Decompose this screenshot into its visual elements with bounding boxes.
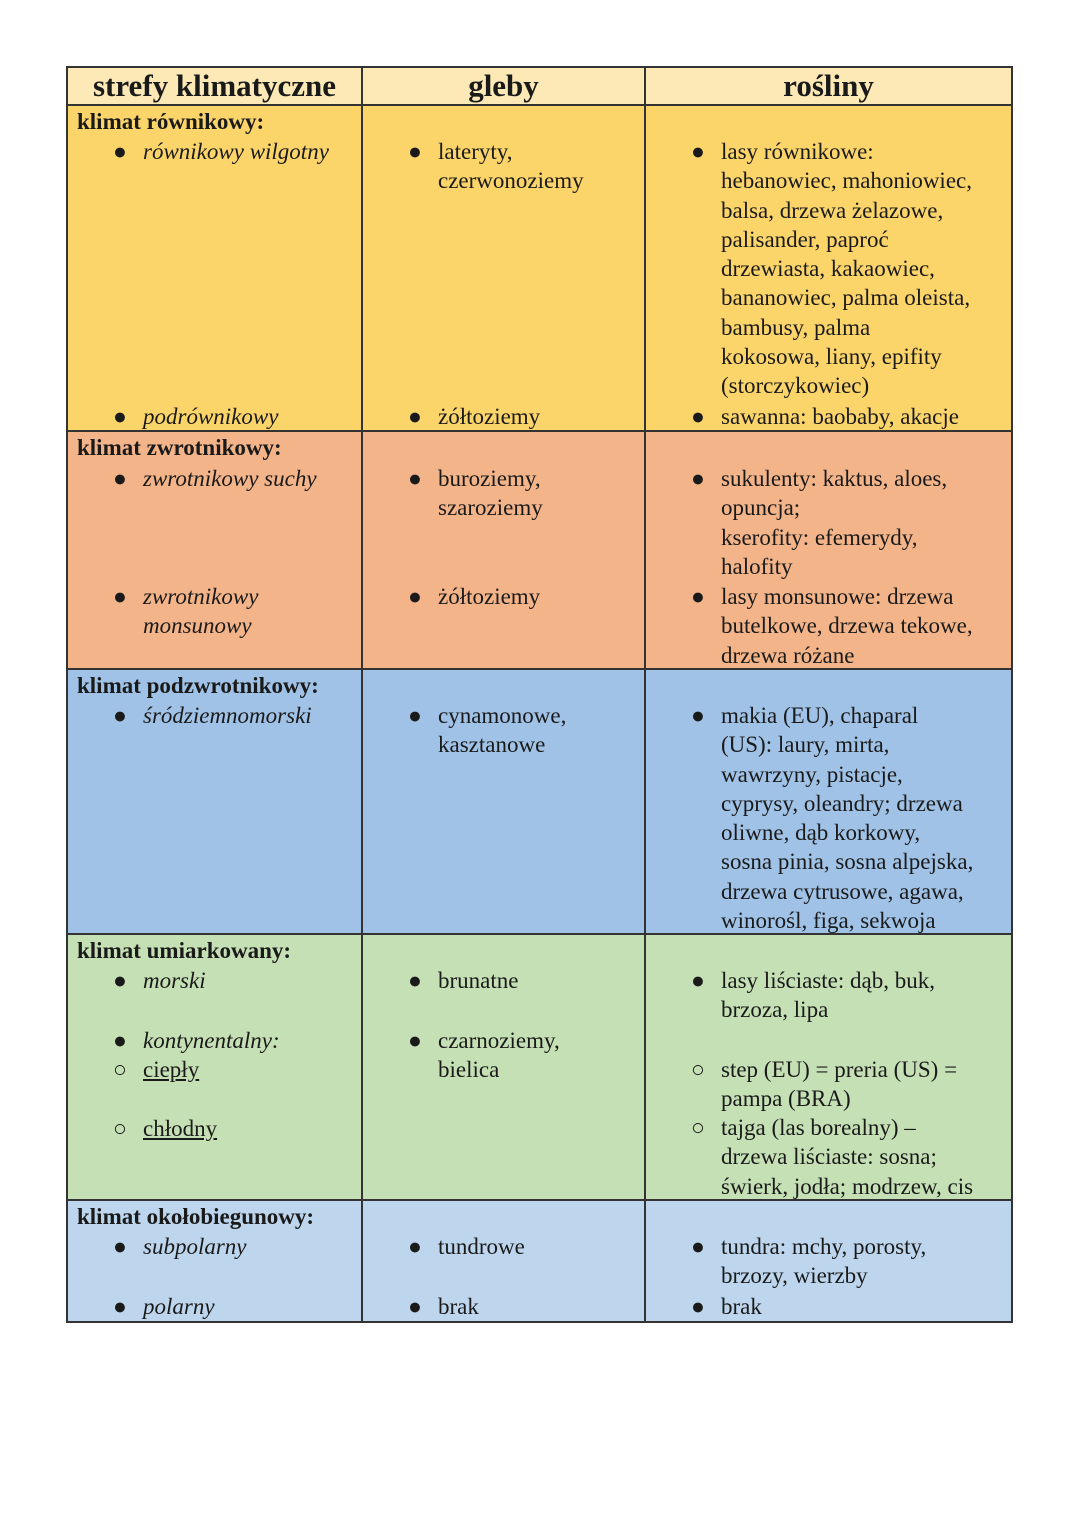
plant-list: step (EU) = preria (US) = pampa (BRA)	[721, 1057, 958, 1112]
header-zones: strefy klimatyczne	[67, 67, 362, 105]
soil-type: brunatne	[438, 968, 519, 993]
list-item	[408, 966, 519, 995]
circle-icon: ○	[113, 1057, 127, 1082]
list-item	[113, 582, 259, 641]
plant-list: tundra: mchy, porosty, brzozy, wierzby	[721, 1234, 927, 1289]
table-row	[67, 934, 1012, 1200]
climate-subtype: chłodny	[143, 1116, 218, 1141]
list-item	[408, 464, 543, 523]
plant-list: lasy równikowe: hebanowiec, mahoniowiec, balsa, drzewa żelazowe, palisander, paproć drzewiasta, kakaowiec, bananowiec, palma oleista, bambusy, palma kokosowa, liany, epifity (storczykowiec)	[721, 139, 972, 399]
circle-icon: ○	[691, 1115, 705, 1140]
soils-cell	[362, 934, 645, 1200]
list-item	[691, 464, 948, 581]
climate-type: śródziemnomorski	[143, 703, 312, 728]
soil-type: brak	[438, 1294, 479, 1319]
list-item	[113, 464, 317, 493]
soil-type: żółtoziemy	[438, 404, 541, 429]
bullet-icon: ●	[113, 1294, 127, 1319]
climate-type: równikowy wilgotny	[143, 139, 329, 164]
table-row	[67, 1200, 1012, 1322]
plant-list: lasy liściaste: dąb, buk, brzoza, lipa	[721, 968, 935, 1023]
bullet-icon: ●	[113, 584, 127, 609]
plants-cell	[645, 105, 1012, 431]
table-row	[67, 669, 1012, 934]
header-row	[67, 67, 1012, 105]
climate-type: podrównikowy	[143, 404, 279, 429]
list-item	[113, 1292, 215, 1321]
soil-type: czarnoziemy, bielica	[438, 1028, 560, 1083]
list-item	[691, 582, 973, 670]
table-row	[67, 431, 1012, 669]
plant-list: tajga (las borealny) – drzewa liściaste: sosna; świerk, jodła; modrzew, cis	[721, 1115, 974, 1199]
list-item	[408, 1292, 479, 1321]
header-plants: rośliny	[645, 67, 1012, 105]
soils-cell	[362, 669, 645, 934]
climate-type: morski	[143, 968, 206, 993]
climate-type: zwrotnikowy monsunowy	[143, 584, 259, 639]
zone-cell	[67, 431, 362, 669]
circle-icon: ○	[691, 1057, 705, 1082]
climate-type: subpolarny	[143, 1234, 247, 1259]
plants-cell	[645, 934, 1012, 1200]
bullet-icon: ●	[408, 1294, 422, 1319]
plants-cell	[645, 431, 1012, 669]
list-item	[691, 1232, 927, 1291]
list-item	[113, 137, 329, 166]
bullet-icon: ●	[113, 404, 127, 429]
zone-title: klimat zwrotnikowy:	[77, 435, 282, 460]
soils-cell	[362, 1200, 645, 1322]
list-item	[113, 1232, 247, 1261]
list-item	[408, 137, 584, 196]
list-item	[113, 1026, 280, 1055]
bullet-icon: ●	[408, 1234, 422, 1259]
bullet-icon: ●	[691, 584, 705, 609]
list-item	[113, 966, 206, 995]
list-item	[113, 402, 279, 431]
bullet-icon: ●	[691, 466, 705, 491]
header-soils: gleby	[362, 67, 645, 105]
bullet-icon: ●	[113, 703, 127, 728]
plants-cell	[645, 669, 1012, 934]
bullet-icon: ●	[691, 139, 705, 164]
bullet-icon: ●	[408, 968, 422, 993]
list-item	[691, 137, 972, 401]
soil-type: lateryty, czerwonoziemy	[438, 139, 584, 194]
soil-type: tundrowe	[438, 1234, 525, 1259]
plant-list: brak	[721, 1294, 762, 1319]
bullet-icon: ●	[691, 1294, 705, 1319]
plant-list: sawanna: baobaby, akacje	[721, 404, 959, 429]
list-item	[408, 402, 541, 431]
list-item	[408, 701, 567, 760]
plant-list: makia (EU), chaparal (US): laury, mirta, wawrzyny, pistacje, cyprysy, oleandry; drzewa oliwne, dąb korkowy, sosna pinia, sosna alpejska, drzewa cytrusowe, agawa, winorośl, figa, sekwoja	[721, 703, 974, 934]
list-item	[113, 701, 312, 730]
bullet-icon: ●	[113, 1234, 127, 1259]
soils-cell	[362, 431, 645, 669]
bullet-icon: ●	[113, 1028, 127, 1053]
list-item	[691, 966, 935, 1025]
plant-list: sukulenty: kaktus, aloes, opuncja; kserofity: efemerydy, halofity	[721, 466, 948, 579]
list-item	[691, 701, 974, 935]
list-item	[691, 1055, 958, 1114]
zone-title: klimat podzwrotnikowy:	[77, 673, 319, 698]
zone-cell	[67, 669, 362, 934]
list-item	[408, 582, 541, 611]
bullet-icon: ●	[408, 466, 422, 491]
bullet-icon: ●	[408, 584, 422, 609]
bullet-icon: ●	[691, 968, 705, 993]
soil-type: żółtoziemy	[438, 584, 541, 609]
bullet-icon: ●	[113, 139, 127, 164]
bullet-icon: ●	[113, 466, 127, 491]
climate-subtype: ciepły	[143, 1057, 200, 1082]
soils-cell	[362, 105, 645, 431]
bullet-icon: ●	[408, 703, 422, 728]
circle-icon: ○	[113, 1116, 127, 1141]
zone-title: klimat umiarkowany:	[77, 938, 292, 963]
bullet-icon: ●	[408, 1028, 422, 1053]
climate-table	[66, 66, 1013, 1323]
plants-cell	[645, 1200, 1012, 1322]
bullet-icon: ●	[408, 404, 422, 429]
bullet-icon: ●	[691, 1234, 705, 1259]
list-item	[113, 1055, 200, 1084]
bullet-icon: ●	[408, 139, 422, 164]
zone-title: klimat okołobiegunowy:	[77, 1204, 315, 1229]
zone-cell	[67, 934, 362, 1200]
plant-list: lasy monsunowe: drzewa butelkowe, drzewa tekowe, drzewa różane	[721, 584, 973, 668]
bullet-icon: ●	[691, 404, 705, 429]
list-item	[691, 1113, 974, 1201]
bullet-icon: ●	[691, 703, 705, 728]
list-item	[691, 1292, 762, 1321]
climate-type: zwrotnikowy suchy	[143, 466, 317, 491]
list-item	[408, 1026, 560, 1085]
zone-title: klimat równikowy:	[77, 109, 265, 134]
bullet-icon: ●	[113, 968, 127, 993]
table-row	[67, 105, 1012, 431]
zone-cell	[67, 105, 362, 431]
soil-type: buroziemy, szaroziemy	[438, 466, 543, 521]
list-item	[113, 1114, 218, 1143]
list-item	[408, 1232, 525, 1261]
climate-type: polarny	[143, 1294, 215, 1319]
list-item	[691, 402, 959, 431]
climate-type: kontynentalny:	[143, 1028, 280, 1053]
soil-type: cynamonowe, kasztanowe	[438, 703, 567, 758]
zone-cell	[67, 1200, 362, 1322]
